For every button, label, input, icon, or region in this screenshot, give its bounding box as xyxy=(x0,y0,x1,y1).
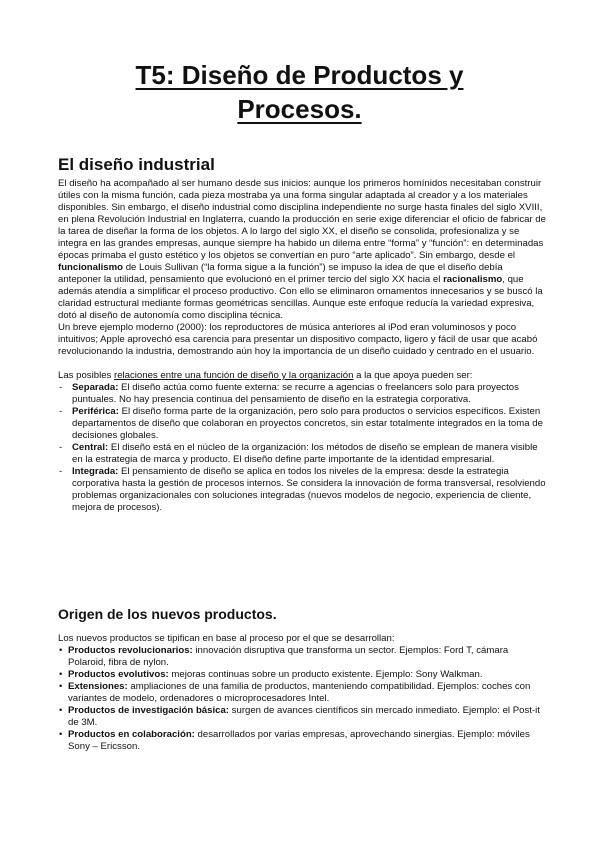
title-line-1: T5: Diseño de Productos y xyxy=(135,60,464,90)
list-item: • Productos de investigación básica: surgen de avances científicos sin mercado inmediato. Ejemplo: el Post-it de 3M. xyxy=(59,705,540,728)
document-title xyxy=(30,58,569,126)
bullet-marker: • xyxy=(59,669,63,680)
title-line-2: Procesos. xyxy=(237,94,362,124)
list-item: • Productos evolutivos: mejoras continuas sobre un producto existente. Ejemplo: Sony Walkman. xyxy=(59,669,483,680)
paragraph-relaciones: Las posibles relaciones entre una función de diseño y la organización a la que apoya pueden ser: xyxy=(58,370,473,381)
bullet-marker: • xyxy=(59,705,63,716)
list-item: - Separada: El diseño actúa como fuente externa: se recurre a agencias o freelancers solo para proyectos puntuales. No hay presencia continua del pensamiento de diseño en la estrategia corporativa. xyxy=(59,382,519,405)
bullet-marker: • xyxy=(59,681,63,692)
dash-marker: - xyxy=(59,442,63,453)
bullet-marker: • xyxy=(59,645,63,656)
section-heading-origen: Origen de los nuevos productos. xyxy=(58,606,277,622)
list-item: • Extensiones: ampliaciones de una familia de productos, manteniendo compatibilidad. Ejemplos: coches con variantes de modelo, ordenadores o microprocesadores Intel. xyxy=(59,681,531,704)
list-item: - Periférica: El diseño forma parte de la organización, pero solo para productos o servicios específicos. Existen departamentos de diseño que colaboran en proyectos concretos, sin estar totalmente integrados en la toma de decisiones globales. xyxy=(59,406,543,441)
paragraph-intro-origen: Los nuevos productos se tipifican en base al proceso por el que se desarrollan: xyxy=(58,633,395,644)
term-racionalismo: racionalismo xyxy=(443,274,503,285)
paragraph-ejemplo-ipod: Un breve ejemplo moderno (2000): los reproductores de música anteriores al iPod eran voluminosos y poco intuitivos; Apple aprovechó esa carencia para presentar un dispositivo compacto, ligero y fácil de usar que acabó revolucionando la industria, demostrando aún hoy la importancia de un diseño cuidado y centrado en el usuario. xyxy=(58,322,538,357)
list-item: • Productos en colaboración: desarrollados por varias empresas, aprovechando sinergias. Ejemplo: móviles Sony – Ericsson. xyxy=(59,729,530,752)
product-type-list xyxy=(58,645,548,753)
section-heading-diseno-industrial: El diseño industrial xyxy=(58,155,215,174)
dash-marker: - xyxy=(59,382,63,393)
list-item: • Productos revolucionarios: innovación disruptiva que transforma un sector. Ejemplos: Ford T, cámara Polaroid, fibra de nylon. xyxy=(59,645,509,668)
relation-list xyxy=(58,382,548,514)
dash-marker: - xyxy=(59,406,63,417)
term-funcionalismo: funcionalismo xyxy=(58,262,124,273)
bullet-marker: • xyxy=(59,729,63,740)
list-item: - Integrada: El pensamiento de diseño se aplica en todos los niveles de la empresa: desde la estrategia corporativa hasta la gestión de procesos internos. Se considera la innovación de forma transversal, resolviendo problemas organizacionales con soluciones integradas (nuevos modelos de negocio, experiencia de cliente, mejora de procesos). xyxy=(59,466,546,513)
section-diseno-industrial-body xyxy=(58,178,548,514)
underlined-phrase: relaciones entre una función de diseño y la organización xyxy=(114,370,354,381)
section-origen-body xyxy=(58,633,548,753)
dash-marker: - xyxy=(59,466,63,477)
list-item: - Central: El diseño está en el núcleo de la organización: los métodos de diseño se emplean de manera visible en la estrategia de marca y producto. El diseño define parte importante de la identidad empresarial. xyxy=(59,442,538,465)
paragraph-historia: El diseño ha acompañado al ser humano desde sus inicios: aunque los primeros homínidos necesitaban construir útiles con la misma función, cada pieza mostraba ya una forma singular adaptada al creador y a los materiales disponibles. Sin embargo, el diseño industrial como disciplina independiente no surge hasta finales del siglo XVIII, en plena Revolución Industrial en Inglaterra, cuando la producción en serie exige diferenciar el oficio de fabricar de la tarea de diseñar la forma de los objetos. A lo largo del siglo XX, el diseño se consolida, profesionaliza y se integra en las grandes empresas, aunque siempre ha habido un dilema entre “forma” y “función”: en determinadas épocas primaba el gusto estético y los objetos se convertían en puro “arte aplicado”. Sin embargo, desde el funcionalismo de Louis Sullivan (“la forma sigue a la función”) se impuso la idea de que el diseño debía anteponer la utilidad, pensamiento que evolucionó en el primer tercio del siglo XX hacia el racionalismo, que además atendía a simplificar el proceso productivo. Con ello se eliminaron ornamentos innecesarios y se buscó la claridad estructural mediante formas geométricas sencillas. Aunque este enfoque reducía la variedad expresiva, dotó al diseño de autonomía como disciplina técnica. xyxy=(58,178,546,321)
